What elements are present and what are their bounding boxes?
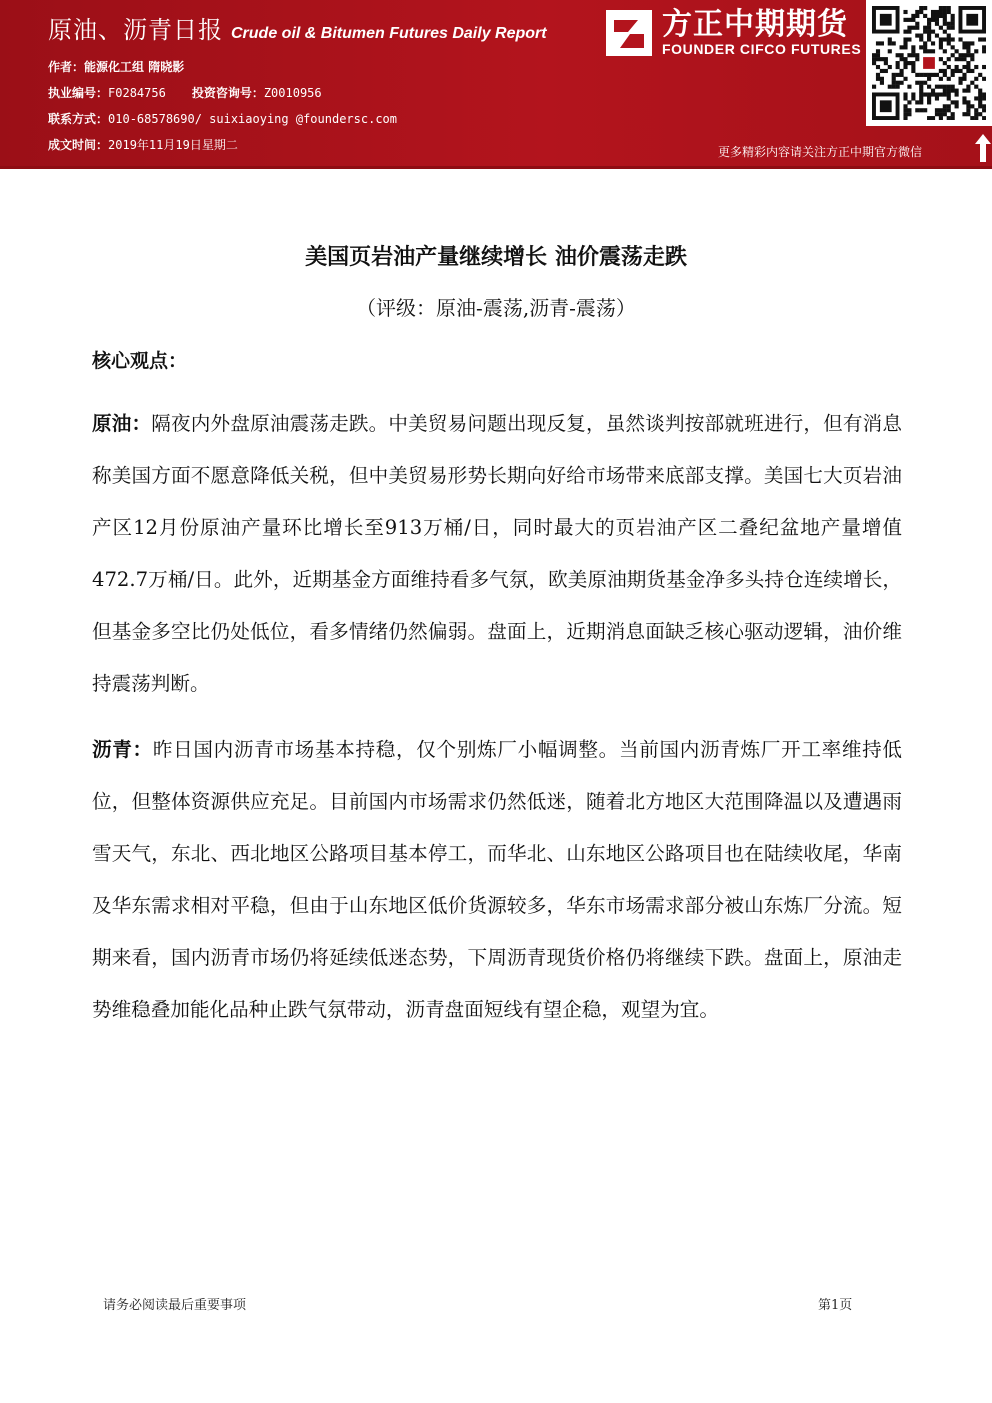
core-view-label: 核心观点： bbox=[92, 350, 188, 372]
footer-notice: 请务必阅读最后重要事项 bbox=[103, 1298, 247, 1313]
crude-oil-text: 隔夜内外盘原油震荡走跌。中美贸易问题出现反复，虽然谈判按部就班进行，但有消息称美国方面不愿意降低关税，但中美贸易形势长期向好给市场带来底部支撑。美国七大页岩油产区12月份原油产量环比增长至913万桶/日，同时最大的页岩油产区二叠纪盆地产量增值472.7万桶/日。此外，近期基金方面维持看多气氛，欧美原油期货基金净多头持仓连续增长，但基金多空比仍处低位，看多情绪仍然偏弱。盘面上，近期消息面缺乏核心驱动逻辑，油价维持震荡判断。 bbox=[92, 412, 902, 695]
report-header bbox=[0, 0, 992, 166]
date-line bbox=[48, 136, 238, 153]
report-rating: （评级：原油-震荡,沥青-震荡） bbox=[356, 296, 636, 320]
date-label: 成文时间： bbox=[48, 138, 109, 152]
crude-oil-paragraph bbox=[92, 398, 902, 710]
report-title-cn: 原油、沥青日报 bbox=[48, 16, 223, 44]
bitumen-paragraph bbox=[92, 724, 902, 1036]
date-value: 2019年11月19日星期二 bbox=[108, 138, 238, 152]
contact-line bbox=[48, 110, 397, 127]
header-divider bbox=[0, 166, 992, 169]
author-value: 能源化工组 隋晓影 bbox=[84, 60, 185, 74]
report-headline: 美国页岩油产量继续增长 油价震荡走跌 bbox=[305, 245, 687, 270]
contact-label: 联系方式： bbox=[48, 112, 109, 126]
advisor-value: Z0010956 bbox=[263, 86, 322, 100]
arrow-up-icon bbox=[975, 134, 991, 166]
qr-code-icon[interactable] bbox=[866, 0, 992, 126]
follow-wechat-text: 更多精彩内容请关注方正中期官方微信 bbox=[718, 145, 923, 159]
bitumen-text: 昨日国内沥青市场基本持稳，仅个别炼厂小幅调整。当前国内沥青炼厂开工率维持低位，但整体资源供应充足。目前国内市场需求仍然低迷，随着北方地区大范围降温以及遭遇雨雪天气，东北、西北地区公路项目基本停工，而华北、山东地区公路项目也在陆续收尾，华南及华东需求相对平稳，但由于山东地区低价货源较多，华东市场需求部分被山东炼厂分流。短期来看，国内沥青市场仍将延续低迷态势，下周沥青现货价格仍将继续下跌。盘面上，原油走势维稳叠加能化品种止跌气氛带动，沥青盘面短线有望企稳，观望为宜。 bbox=[92, 738, 903, 1021]
license-label: 执业编号： bbox=[48, 86, 109, 100]
license-value: F0284756 bbox=[108, 86, 166, 100]
company-logo bbox=[604, 8, 861, 58]
crude-oil-label: 原油： bbox=[92, 412, 152, 435]
license-line bbox=[48, 84, 322, 101]
contact-value[interactable]: 010-68578690/ suixiaoying @foundersc.com bbox=[108, 112, 397, 126]
author-line bbox=[48, 58, 184, 75]
advisor-label: 投资咨询号： bbox=[191, 86, 264, 100]
bitumen-label: 沥青： bbox=[92, 738, 153, 761]
logo-text-cn: 方正中期期货 bbox=[662, 7, 848, 42]
logo-text-en: FOUNDER CIFCO FUTURES bbox=[662, 41, 862, 57]
report-banner-title bbox=[48, 10, 547, 45]
author-label: 作者： bbox=[48, 60, 85, 74]
report-title-en: Crude oil & Bitumen Futures Daily Report bbox=[231, 25, 547, 42]
founder-logo-icon bbox=[604, 8, 654, 58]
page-number: 第1页 bbox=[818, 1298, 853, 1313]
